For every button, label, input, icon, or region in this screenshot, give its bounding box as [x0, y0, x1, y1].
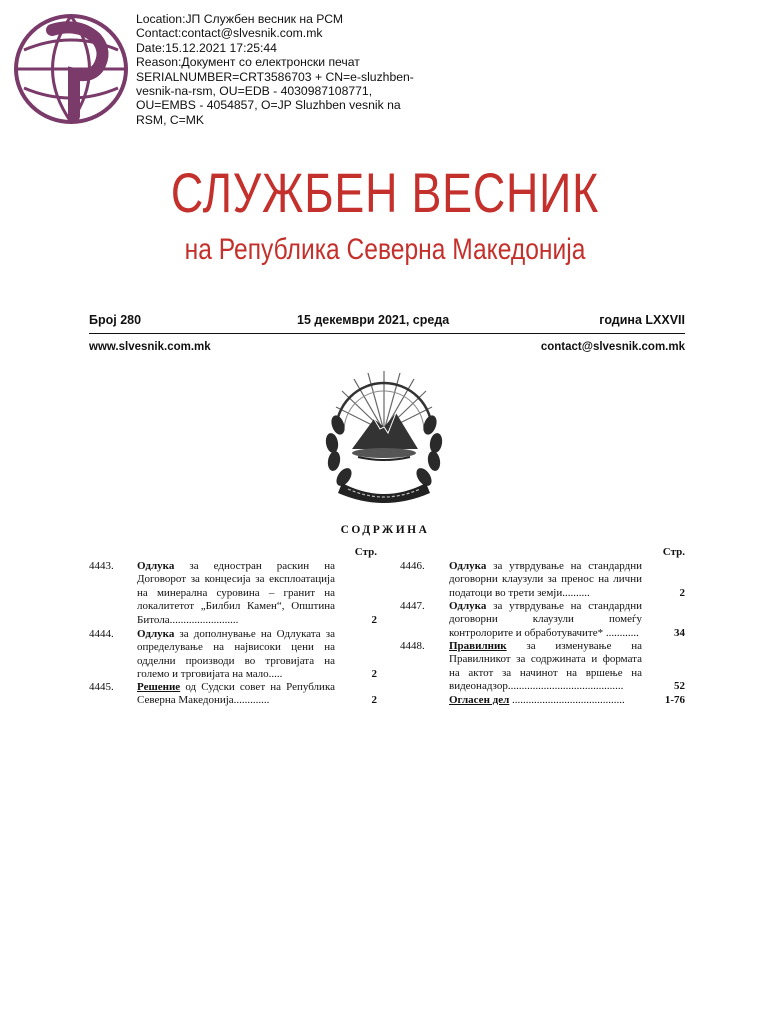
entry-page: 2: [371, 668, 377, 680]
website-link[interactable]: www.slvesnik.com.mk: [89, 341, 211, 353]
entry-number: 4445.: [89, 681, 114, 693]
signature-details: [136, 12, 436, 127]
entry-text: [137, 628, 335, 682]
digital-signature-block: [0, 0, 770, 130]
entry-text: [137, 681, 335, 708]
page-column-header: Стр.: [354, 546, 377, 558]
toc-title: СОДРЖИНА: [340, 524, 430, 536]
entry-text: [449, 560, 642, 600]
entry-description: .........................................: [509, 694, 625, 706]
entry-number: 4443.: [89, 560, 114, 572]
entry-page: 2: [371, 694, 377, 706]
entry-page: 2: [679, 587, 685, 599]
entry-keyword: Решение: [137, 681, 181, 693]
issue-year: година LXXVII: [599, 313, 685, 327]
entry-text: [449, 694, 642, 707]
signature-contact: Contact:contact@slvesnik.com.mk: [136, 26, 323, 41]
entry-text: [449, 640, 642, 694]
entry-keyword: Одлука: [449, 560, 487, 572]
entry-keyword: Огласен дел: [449, 694, 510, 706]
entry-description: за утврдување на стандардни договорни клаузули помеѓу контролорите и обработувачите* ............: [449, 600, 642, 639]
gazette-subtitle: на Република Северна Македонија: [184, 233, 586, 266]
globe-seal-icon: [12, 12, 130, 126]
entry-page: 52: [674, 680, 685, 692]
signature-location: Location:ЈП Службен весник на РСМ: [136, 12, 344, 26]
entry-page: 1-76: [664, 694, 685, 706]
entry-keyword: Одлука: [137, 628, 175, 640]
signature-serial: SERIALNUMBER=CRT3586703 + CN=e-sluzhben-: [136, 69, 414, 84]
entry-page: 2: [371, 614, 377, 626]
entry-description: за утврдување на стандардни договорни клаузули за пренос на лични податоци во трети земји..........: [449, 560, 642, 599]
entry-keyword: Одлука: [449, 600, 487, 612]
signature-serial-4: RSM, C=MK: [136, 112, 205, 127]
entry-description: од Судски совет на Република Северна Македонија.............: [137, 681, 335, 707]
contact-row: [89, 341, 685, 357]
entry-text: [137, 560, 335, 627]
entry-description: за едностран раскин на Договорот за концесија за експлоатација на минерална суровина – гранит на локалитетот „Билбил Камен“, Општина Битола.........................: [137, 560, 335, 626]
signature-serial-3: OU=EMBS - 4054857, O=JP Sluzhben vesnik na: [136, 98, 401, 113]
entry-description: за изменување на Правилникот за содржината и формата на актот за начинот на вршење на видеонадзор..........................................: [449, 640, 642, 693]
signature-serial-2: vesnik-na-rsm, OU=EDB - 4030987108771,: [136, 84, 373, 99]
entry-number: 4448.: [400, 640, 425, 652]
email-link[interactable]: contact@slvesnik.com.mk: [540, 341, 685, 353]
header-divider: [89, 333, 685, 334]
masthead: [0, 160, 770, 268]
issue-info-row: [89, 313, 685, 331]
signature-reason: Reason:Документ со електронски печат: [136, 55, 360, 70]
entry-page: 34: [674, 627, 685, 639]
entry-keyword: Правилник: [449, 640, 507, 652]
entry-number: 4444.: [89, 628, 114, 640]
entry-keyword: Одлука: [137, 560, 175, 572]
entry-number: 4446.: [400, 560, 425, 572]
page-column-header: Стр.: [662, 546, 685, 558]
signature-date: Date:15.12.2021 17:25:44: [136, 40, 277, 55]
issue-number: Број 280: [89, 313, 142, 327]
entry-number: 4447.: [400, 600, 425, 612]
issue-date: 15 декември 2021, среда: [297, 313, 450, 327]
coat-of-arms-emblem-icon: [318, 365, 450, 507]
entry-text: [449, 600, 642, 640]
entry-description: за дополнување на Одлуката за определување на највисоки цени на одделни производи во трговијата на големо и трговијата на мало.....: [137, 628, 335, 681]
gazette-title: СЛУЖБЕН ВЕСНИК: [170, 161, 600, 224]
